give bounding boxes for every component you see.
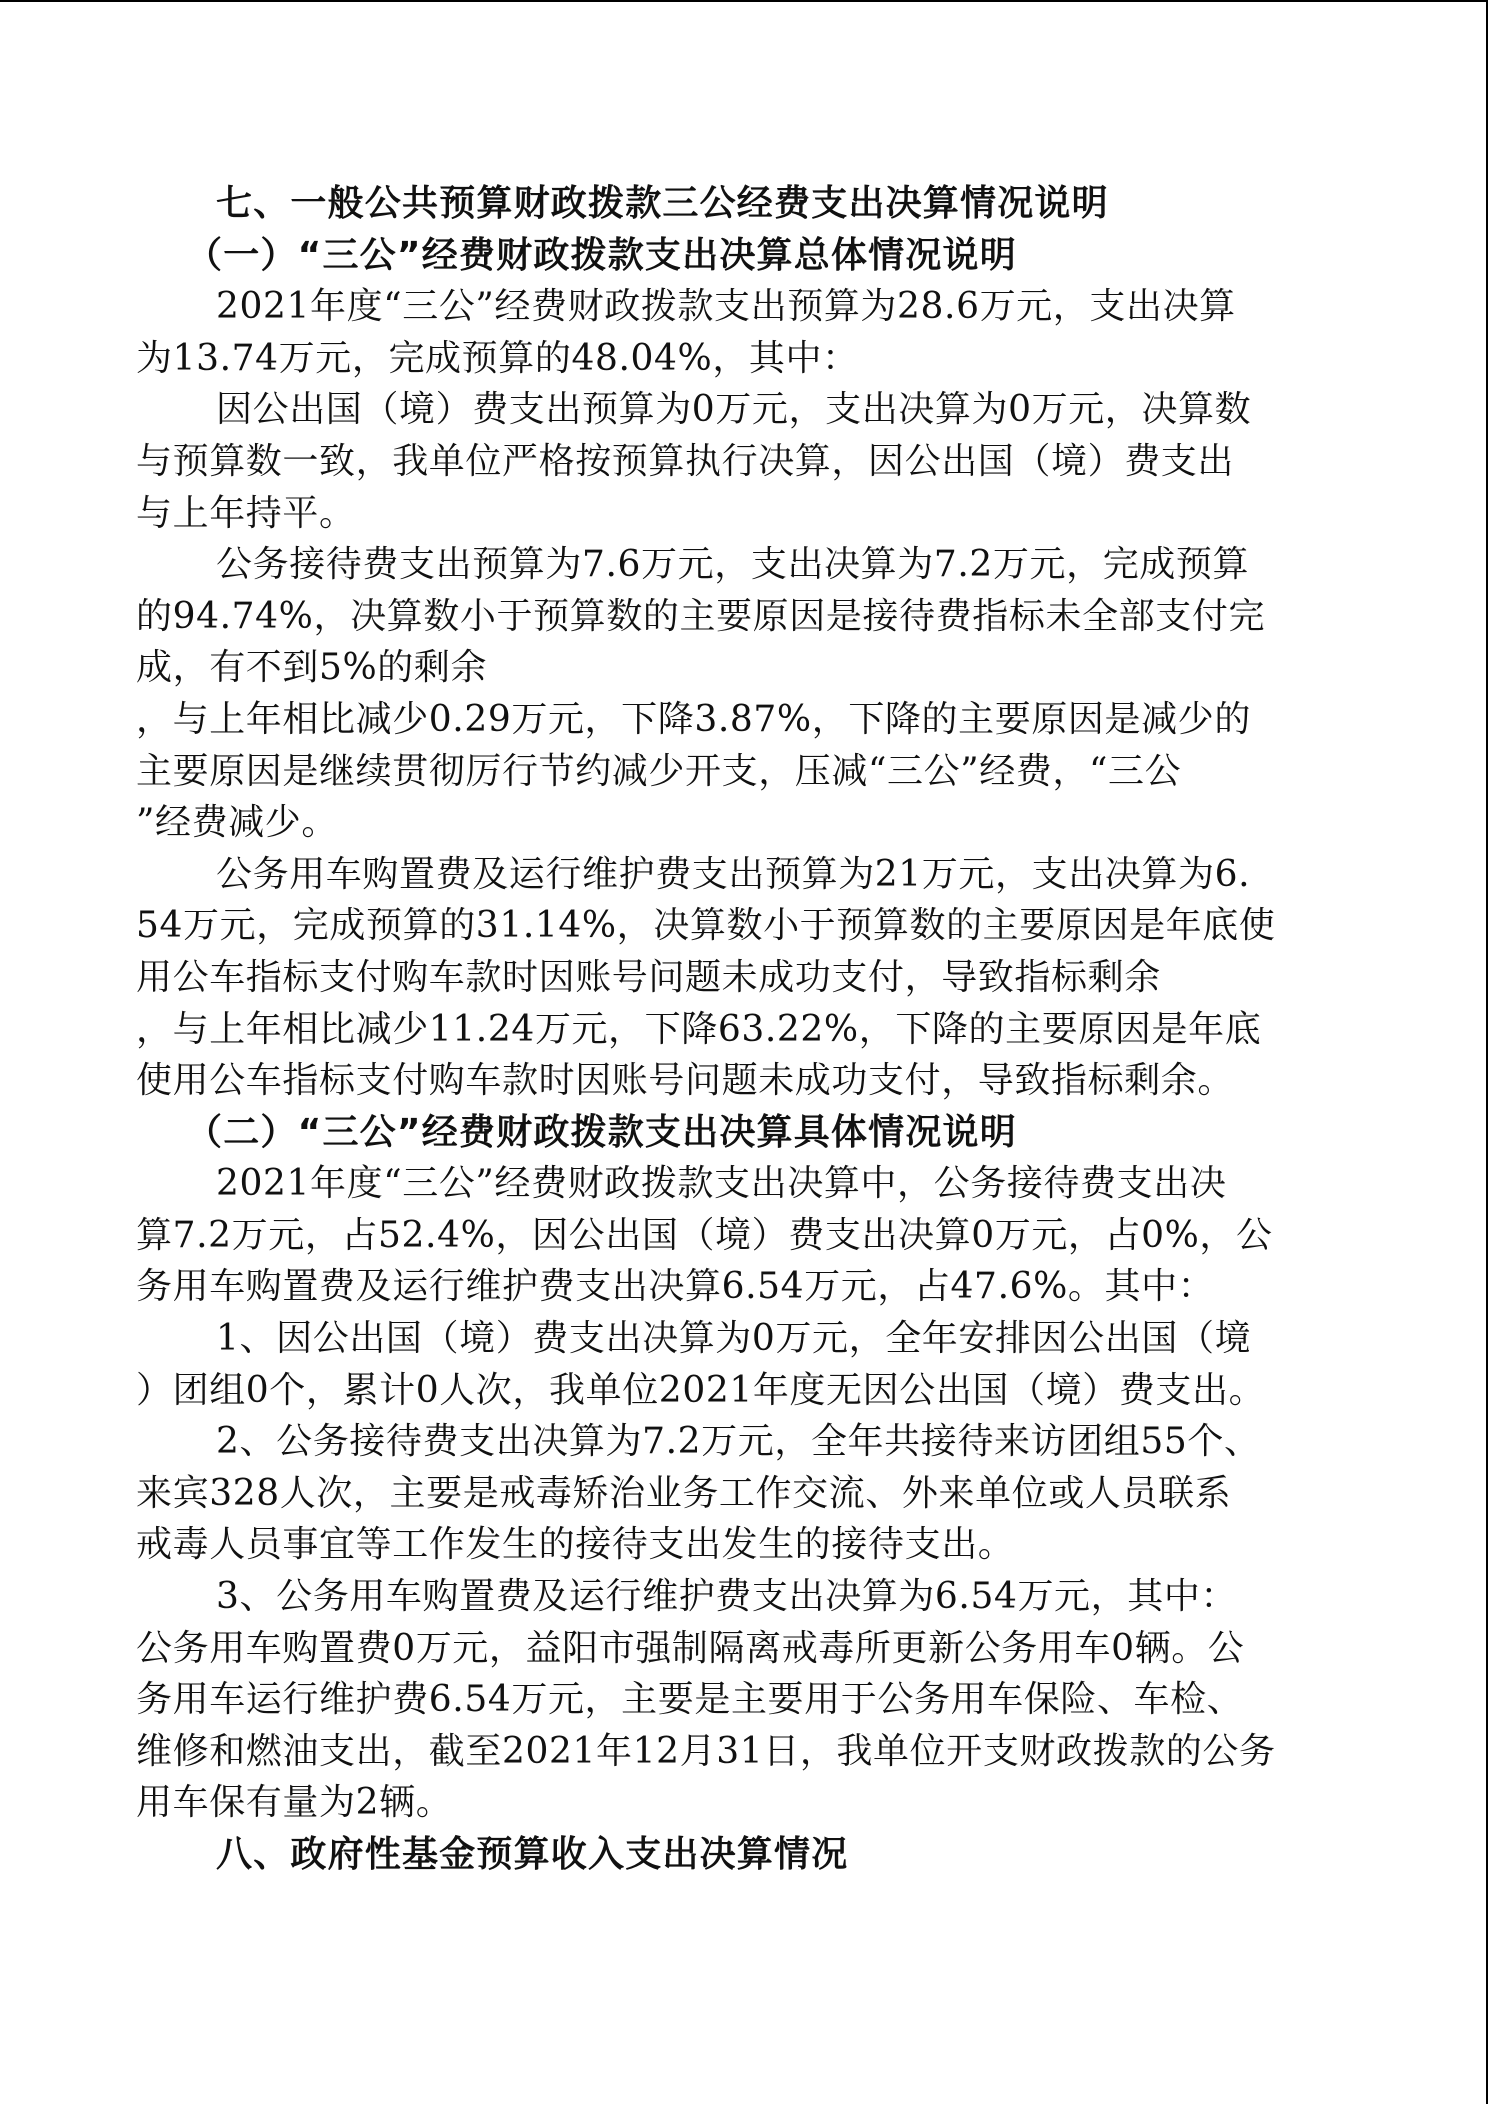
paragraph-line: 的94.74%，决算数小于预算数的主要原因是接待费指标未全部支付完 — [136, 595, 1266, 637]
paragraph-line: 戒毒人员事宜等工作发生的接待支出发生的接待支出。 — [136, 1524, 1015, 1566]
paragraph-line: ，与上年相比减少0.29万元，下降3.87%，下降的主要原因是减少的 — [136, 698, 1251, 740]
paragraph-line: 公务接待费支出预算为7.6万元，支出决算为7.2万元，完成预算 — [216, 544, 1250, 586]
section-heading-8: 八、政府性基金预算收入支出决算情况 — [216, 1834, 849, 1875]
paragraph-line: 务用车购置费及运行维护费支出决算6.54万元，占47.6%。其中： — [136, 1266, 1215, 1308]
paragraph-line: ”经费减少。 — [136, 802, 339, 844]
paragraph-line: 成，有不到5%的剩余 — [136, 647, 488, 689]
paragraph-line: 因公出国（境）费支出预算为0万元，支出决算为0万元，决算数 — [216, 389, 1252, 431]
paragraph-line: 2、公务接待费支出决算为7.2万元，全年共接待来访团组55个、 — [216, 1421, 1261, 1463]
paragraph-line: 主要原因是继续贯彻厉行节约减少开支，压减“三公”经费，“三公 — [136, 750, 1182, 792]
page-top-border — [0, 0, 1488, 2]
paragraph-line: 公务用车购置费0万元，益阳市强制隔离戒毒所更新公务用车0辆。公 — [136, 1627, 1245, 1669]
paragraph-line: 算7.2万元，占52.4%，因公出国（境）费支出决算0万元，占0%，公 — [136, 1214, 1273, 1256]
paragraph-line: 54万元，完成预算的31.14%，决算数小于预算数的主要原因是年底使 — [136, 905, 1276, 947]
paragraph-line: 用公车指标支付购车款时因账号问题未成功支付，导致指标剩余 — [136, 956, 1161, 998]
paragraph-line: 务用车运行维护费6.54万元，主要是主要用于公务用车保险、车检、 — [136, 1679, 1244, 1721]
paragraph-line: ）团组0个，累计0人次，我单位2021年度无因公出国（境）费支出。 — [136, 1369, 1266, 1411]
paragraph-line: 为13.74万元，完成预算的48.04%，其中： — [136, 337, 859, 379]
paragraph-line: 使用公车指标支付购车款时因账号问题未成功支付，导致指标剩余。 — [136, 1060, 1235, 1102]
paragraph-line: 1、因公出国（境）费支出决算为0万元，全年安排因公出国（境 — [216, 1318, 1252, 1360]
document-body — [136, 178, 1351, 1881]
paragraph-line: 来宾328人次，主要是戒毒矫治业务工作交流、外来单位或人员联系 — [136, 1472, 1232, 1514]
paragraph-line: 维修和燃油支出，截至2021年12月31日，我单位开支财政拨款的公务 — [136, 1730, 1276, 1772]
paragraph-line: 用车保有量为2辆。 — [136, 1782, 453, 1824]
paragraph-line: 与上年持平。 — [136, 492, 356, 534]
subsection-heading-1: （一）“三公”经费财政拨款支出决算总体情况说明 — [186, 234, 1017, 276]
paragraph-line: 与预算数一致，我单位严格按预算执行决算，因公出国（境）费支出 — [136, 440, 1235, 482]
paragraph-line: 2021年度“三公”经费财政拨款支出预算为28.6万元，支出决算 — [216, 286, 1236, 328]
paragraph-line: 3、公务用车购置费及运行维护费支出决算为6.54万元，其中： — [216, 1576, 1238, 1618]
subsection-heading-2: （二）“三公”经费财政拨款支出决算具体情况说明 — [186, 1111, 1017, 1153]
paragraph-line: ，与上年相比减少11.24万元，下降63.22%，下降的主要原因是年底 — [136, 1008, 1262, 1050]
paragraph-line: 公务用车购置费及运行维护费支出预算为21万元，支出决算为6. — [216, 853, 1251, 895]
paragraph-line: 2021年度“三公”经费财政拨款支出决算中，公务接待费支出决 — [216, 1163, 1227, 1205]
section-heading-7: 七、一般公共预算财政拨款三公经费支出决算情况说明 — [216, 183, 1109, 224]
